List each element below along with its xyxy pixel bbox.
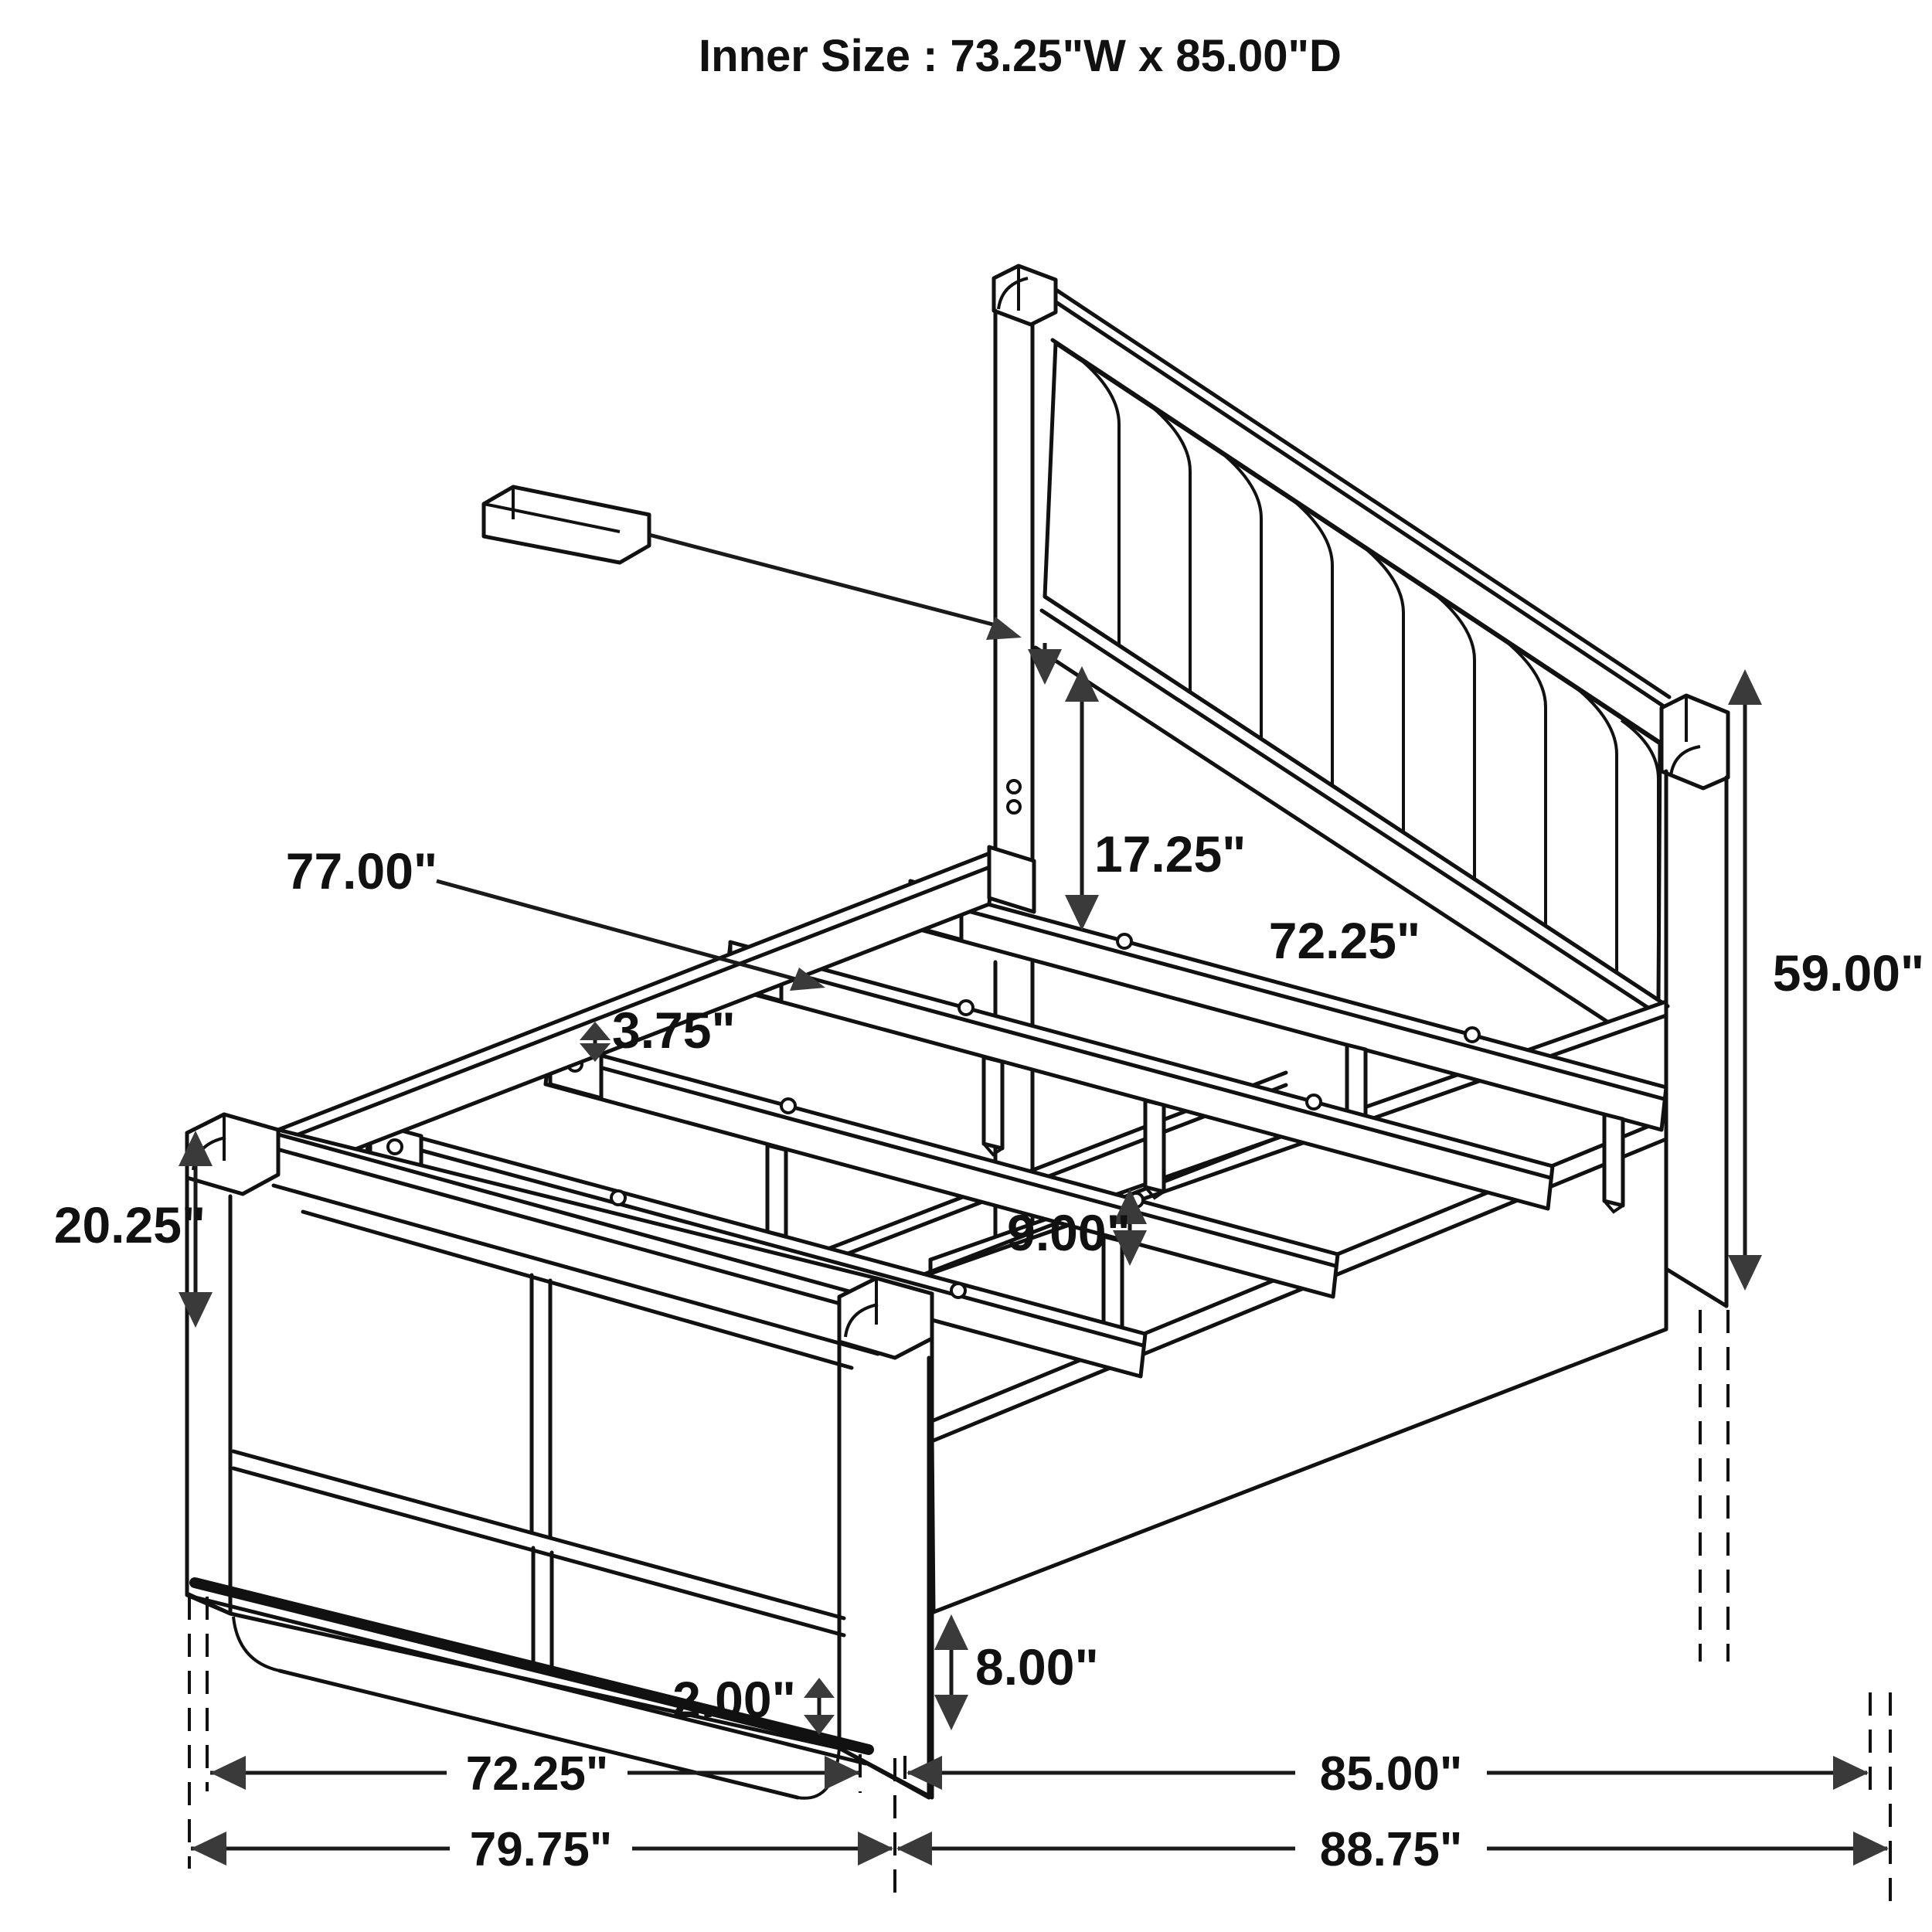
page-title: Inner Size : 73.25"W x 85.00"D [699, 31, 1342, 81]
left-rail-end-cap [989, 847, 1034, 912]
slat-leg [767, 1145, 786, 1236]
dim-slat-spacing-label: 9.00" [1007, 1204, 1131, 1261]
dim-footboard-height [54, 1131, 213, 1328]
dim-inner-depth-label: 85.00" [1319, 1747, 1463, 1801]
dim-rail-floor-clearance [934, 1614, 1099, 1730]
dim-footboard-height-label: 20.25" [53, 1196, 206, 1253]
dim-headboard-height [1728, 669, 1924, 1291]
slat-leg [984, 1057, 1002, 1148]
dim-outer-depth [896, 1823, 1889, 1876]
dim-rail-floor-clearance-label: 8.00" [975, 1638, 1099, 1696]
dim-footboard-outer-width [191, 1823, 893, 1876]
dim-outer-depth-label: 88.75" [1319, 1823, 1463, 1876]
dim-inner-depth [906, 1747, 1869, 1801]
dim-footboard-width-label: 72.25" [465, 1747, 609, 1801]
slat-leg [1145, 1100, 1164, 1192]
dim-headboard-height-label: 59.00" [1772, 944, 1925, 1002]
dim-headboard-clearance-label: 17.25" [1094, 825, 1247, 883]
slat-leg [1604, 1114, 1623, 1206]
dim-inner-width-label: 72.25" [1268, 912, 1421, 969]
rail-end-piece [484, 487, 649, 563]
dim-footboard-width [210, 1747, 860, 1801]
dim-center-rail-label: 77.00" [285, 842, 438, 900]
dim-footboard-outer-width-label: 79.75" [469, 1823, 613, 1876]
dim-bottom-gap-label: 2.00" [672, 1671, 796, 1728]
dim-rail-slat-gap-label: 3.75" [612, 1002, 736, 1059]
